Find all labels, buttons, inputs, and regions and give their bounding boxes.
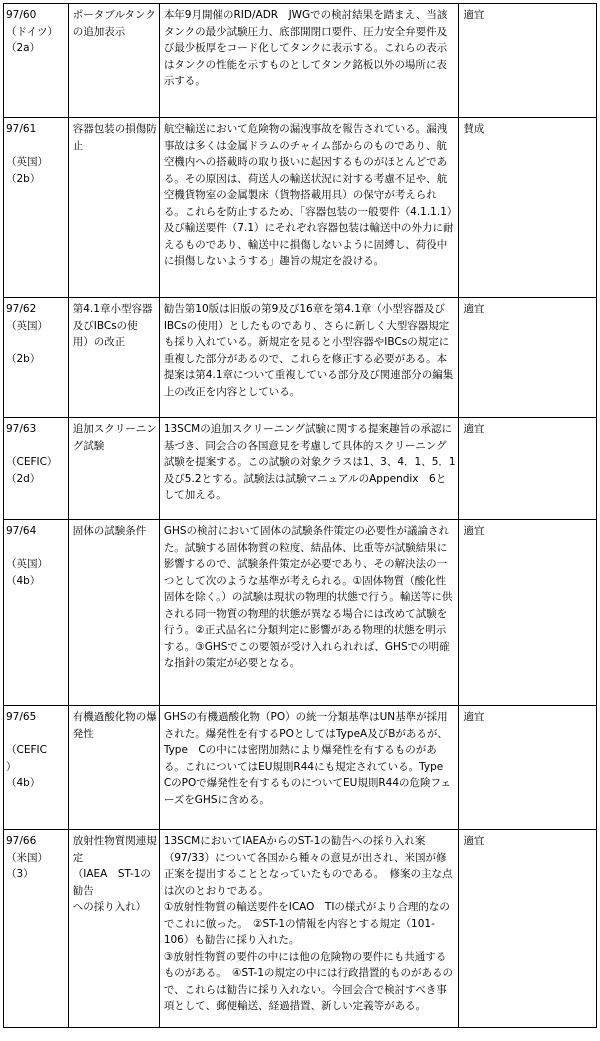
subject-cell: ポータブルタンク の追加表示 [68, 4, 159, 118]
content-cell: 本年9月開催のRID/ADR JWGでの検討結果を踏まえ、当該タンクの最少試験圧力、底部開閉口要件、圧力安全弁要件及び最少板厚をコード化してタンクに表示する。これらの表示はタンクの性能を示すものとしてタンク銘板以外の場所に表示する。 [159, 4, 459, 118]
document-number: 97/64 （英国） （4b） [4, 520, 69, 706]
subject-cell: 固体の試験条件 [68, 520, 159, 706]
opinion-cell: 適宜 [459, 520, 597, 706]
opinion-cell: 賛成 [459, 118, 597, 298]
subject-cell: 有機過酸化物の爆 発性 [68, 706, 159, 830]
content-cell: 勧告第10版は旧版の第9及び16章を第4.1章（小型容器及びIBCsの使用）としたものであり、さらに新しく大型容器規定も採り入れている。新規定を見ると小型容器やIBCsの規定に重複した部分があるので、これらを修正する必要がある。本提案は第4.1章について重複している部分及び関連部分の編集上の改正を内容としている。 [159, 298, 459, 418]
content-cell: 航空輸送において危険物の漏洩事故を報告されている。漏洩事故は多くは金属ドラムのチャイム部からのものであり、航空機内への搭載時の取り扱いに起因するものがほとんどである。その原因は、荷送人の輸送状況に対する考慮不足や、航空機貨物室の金属製床（貨物搭載用具）の保守が考えられる。これらを防止するため、「容器包装の一般要件（4.1.1.1）及び輸送要件（7.1）にそれぞれ容器包装は輸送中の外力に耐えるものであり、輸送中に損傷しないように固縛し、荷役中に損傷しないようする」趣旨の規定を設ける。 [159, 118, 459, 298]
content-cell: 13SCMの追加スクリーニング試験に関する提案趣旨の承認に基づき、同会合の各国意見を考慮して具体的スクリーニング試験を提案する。この試験の対象クラスは1、3、4．1、5．1及び5.2とする。試験法は試験マニュアルのAppendix 6として加える。 [159, 418, 459, 520]
table-row [4, 298, 597, 418]
table-row [4, 4, 597, 118]
content-cell: 13SCMにおいてIAEAからのST-1の勧告への採り入れ案（97/33）について各国から種々の意見が出され、米国が修正案を提出することとなっていたものである。 修案の主な点は次のとおりである。 ①放射性物質の輸送要件をICAO TIの様式がより合理的なのでこれに倣った。 ②ST-1の情報を内容とする規定（101-106）も勧告に採り入れた。 ③放射性物質の要件の中には他の危険物の要件にも共通するものがある。 ④ST-1の規定の中には行政措置的ものがあるので、これらは勧告に採り入れない。今回会合で検討すべき事項として、郵便輸送、経過措置、新しい定義等がある。 [159, 830, 459, 1028]
opinion-cell: 適宜 [459, 298, 597, 418]
subject-cell: 第4.1章小型容器及びIBCsの使 用）の改正 [68, 298, 159, 418]
content-cell: GHSの有機過酸化物（PO）の統一分類基準はUN基準が採用された。爆発性を有するPOとしてはTypeA及びBがあるが、Type Cの中には密閉加熱により爆発性を有するものがある。これについてはEU規則R44にも規定されている。Type CのPOで爆発性を有するものについてEU規則R44の危険フェーズをGHSに含める。 [159, 706, 459, 830]
opinion-cell: 適宜 [459, 4, 597, 118]
proposal-table [3, 3, 597, 1028]
table-row [4, 418, 597, 520]
subject-cell: 放射性物質関連規 定 （IAEA ST-1の勧告 への採り入れ） [68, 830, 159, 1028]
table-row [4, 706, 597, 830]
document-number: 97/60 （ドイツ） （2a） [4, 4, 69, 118]
opinion-cell: 適宜 [459, 830, 597, 1028]
opinion-cell: 適宜 [459, 418, 597, 520]
table-row [4, 520, 597, 706]
subject-cell: 容器包装の損傷防 止 [68, 118, 159, 298]
document-number: 97/66 （米国） （3） [4, 830, 69, 1028]
document-number: 97/65 （CEFIC ） （4b） [4, 706, 69, 830]
document-number: 97/62 （英国） （2b） [4, 298, 69, 418]
opinion-cell: 適宜 [459, 706, 597, 830]
table-row [4, 830, 597, 1028]
content-cell: GHSの検討において固体の試験条件策定の必要性が議論された。試験する固体物質の粒度、結晶体、比重等が試験結果に影響するので、試験条件策定が必要であり、その解決法の一つとして次のような基準が考えられる。①固体物質（酸化性固体を除く。）の試験は現状の物理的状態で行う。輸送等に供される同一物質の物理的状態が異なる場合には改めて試験を行う。②正式品名に分類判定に影響がある物理的状態を明示する。③GHSでこの要領が受け入れられれば、GHSでの明確な指針の策定が必要となる。 [159, 520, 459, 706]
document-number: 97/63 （CEFIC） （2d） [4, 418, 69, 520]
document-number: 97/61 （英国） （2b） [4, 118, 69, 298]
subject-cell: 追加スクリーニン グ試験 [68, 418, 159, 520]
table-row [4, 118, 597, 298]
